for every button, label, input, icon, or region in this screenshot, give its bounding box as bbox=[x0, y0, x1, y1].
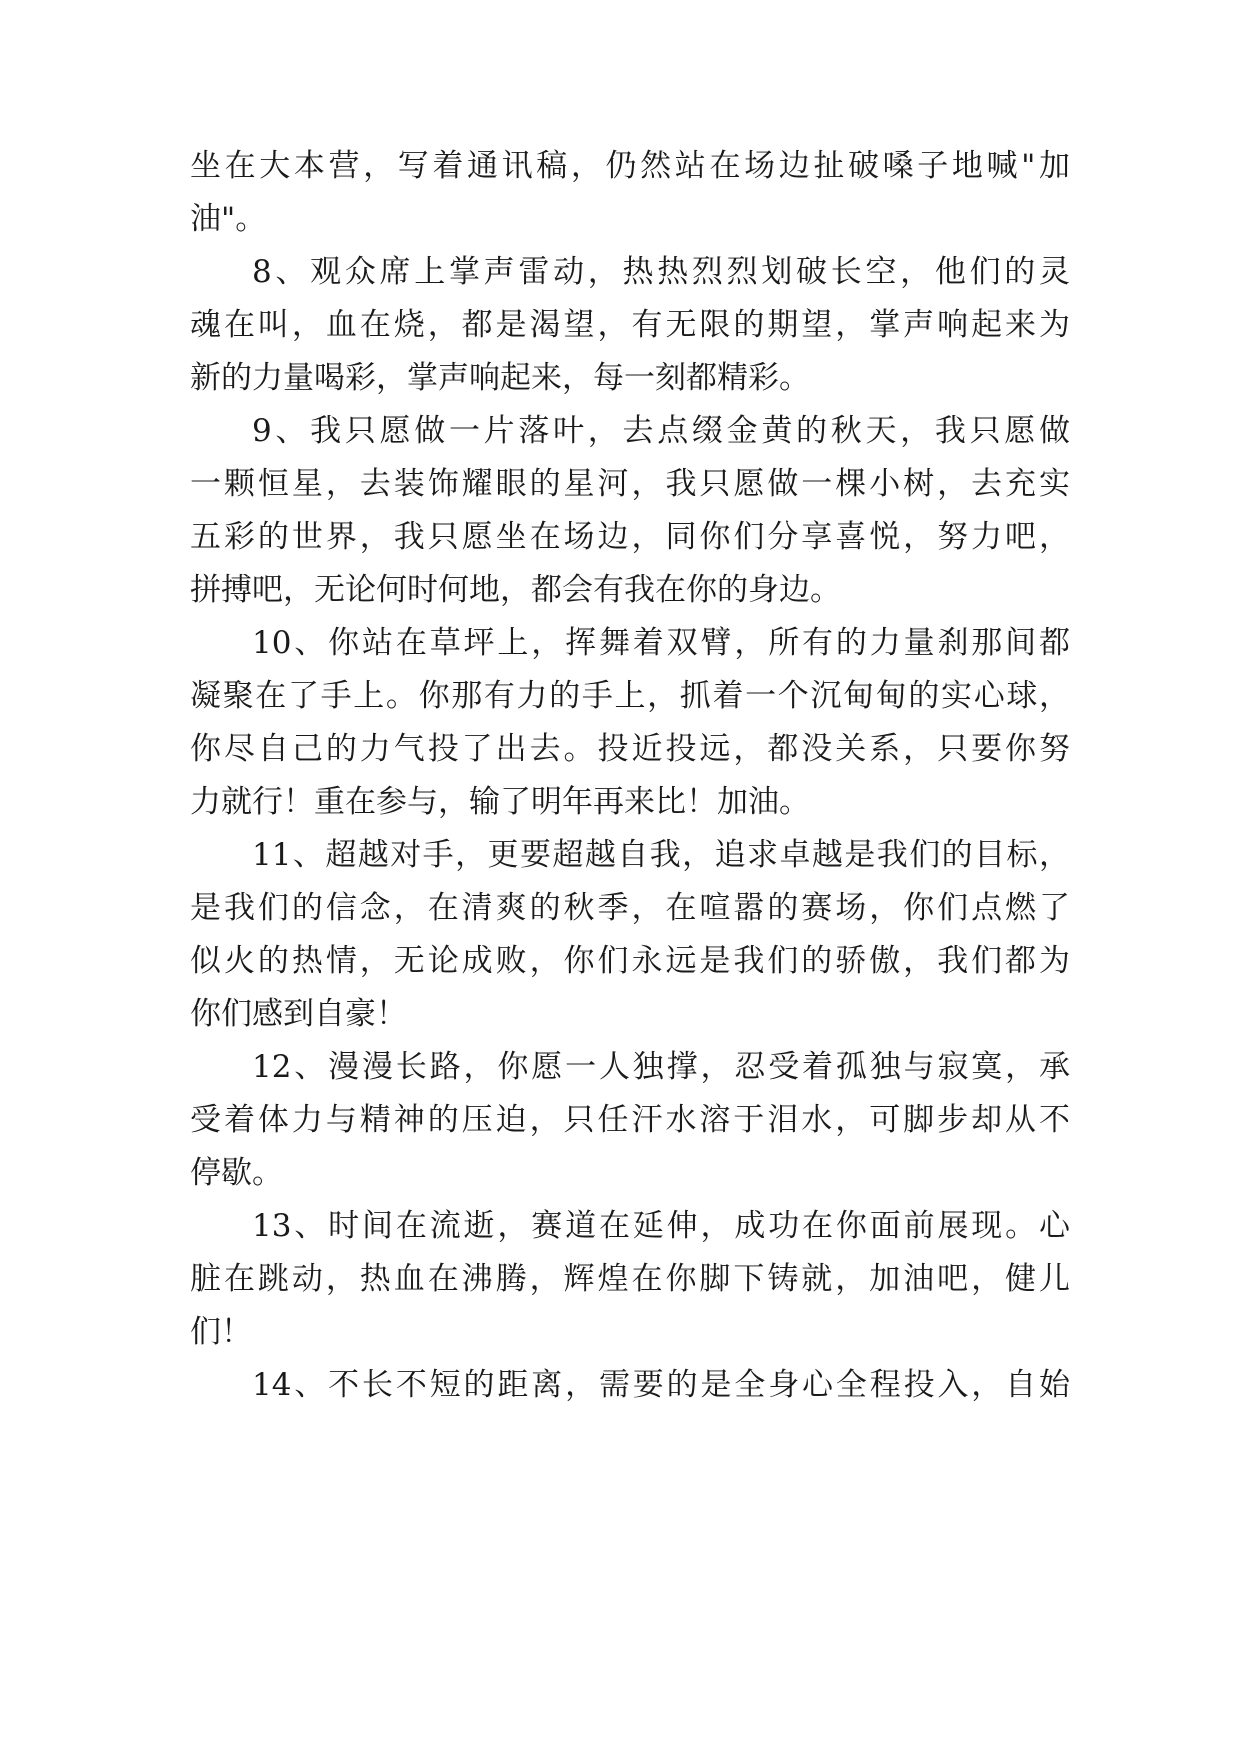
paragraph-first-line: 8、观众席上掌声雷动，热热烈烈划破长空，他们的灵 bbox=[252, 254, 1070, 290]
paragraph-first-line: 11、超越对手，更要超越自我，追求卓越是我们的目标， bbox=[252, 837, 1070, 873]
text-line: 一颗恒星，去装饰耀眼的星河，我只愿做一棵小树，去充实 bbox=[190, 466, 1070, 502]
paragraph-first-line: 10、你站在草坪上，挥舞着双臂，所有的力量刹那间都 bbox=[252, 625, 1070, 661]
paragraph-first-line: 12、漫漫长路，你愿一人独撑，忍受着孤独与寂寞，承 bbox=[252, 1049, 1070, 1085]
text-line: 魂在叫，血在烧，都是渴望，有无限的期望，掌声响起来为 bbox=[190, 307, 1070, 343]
text-line: 五彩的世界，我只愿坐在场边，同你们分享喜悦，努力吧， bbox=[190, 519, 1070, 555]
text-line: 受着体力与精神的压迫，只任汗水溶于泪水，可脚步却从不 bbox=[190, 1102, 1070, 1138]
text-line: 脏在跳动，热血在沸腾，辉煌在你脚下铸就，加油吧，健儿 bbox=[190, 1261, 1070, 1297]
paragraph-first-line: 14、不长不短的距离，需要的是全身心全程投入，自始 bbox=[252, 1367, 1070, 1403]
text-line: 油"。 bbox=[190, 201, 267, 237]
paragraph-first-line: 13、时间在流逝，赛道在延伸，成功在你面前展现。心 bbox=[252, 1208, 1070, 1244]
text-line: 似火的热情，无论成败，你们永远是我们的骄傲，我们都为 bbox=[190, 943, 1070, 979]
text-line: 停歇。 bbox=[190, 1155, 283, 1191]
text-line: 新的力量喝彩，掌声响起来，每一刻都精彩。 bbox=[190, 360, 810, 396]
text-line: 力就行！重在参与，输了明年再来比！加油。 bbox=[190, 784, 810, 820]
text-line: 们！ bbox=[190, 1314, 252, 1350]
text-line: 你们感到自豪！ bbox=[190, 996, 407, 1032]
text-line: 凝聚在了手上。你那有力的手上，抓着一个沉甸甸的实心球， bbox=[190, 678, 1070, 714]
text-line: 你尽自己的力气投了出去。投近投远，都没关系，只要你努 bbox=[190, 731, 1070, 767]
text-line: 拼搏吧，无论何时何地，都会有我在你的身边。 bbox=[190, 572, 841, 608]
text-line: 坐在大本营，写着通讯稿，仍然站在场边扯破嗓子地喊"加 bbox=[190, 148, 1070, 184]
paragraph-first-line: 9、我只愿做一片落叶，去点缀金黄的秋天，我只愿做 bbox=[252, 413, 1070, 449]
text-line: 是我们的信念，在清爽的秋季，在喧嚣的赛场，你们点燃了 bbox=[190, 890, 1070, 926]
